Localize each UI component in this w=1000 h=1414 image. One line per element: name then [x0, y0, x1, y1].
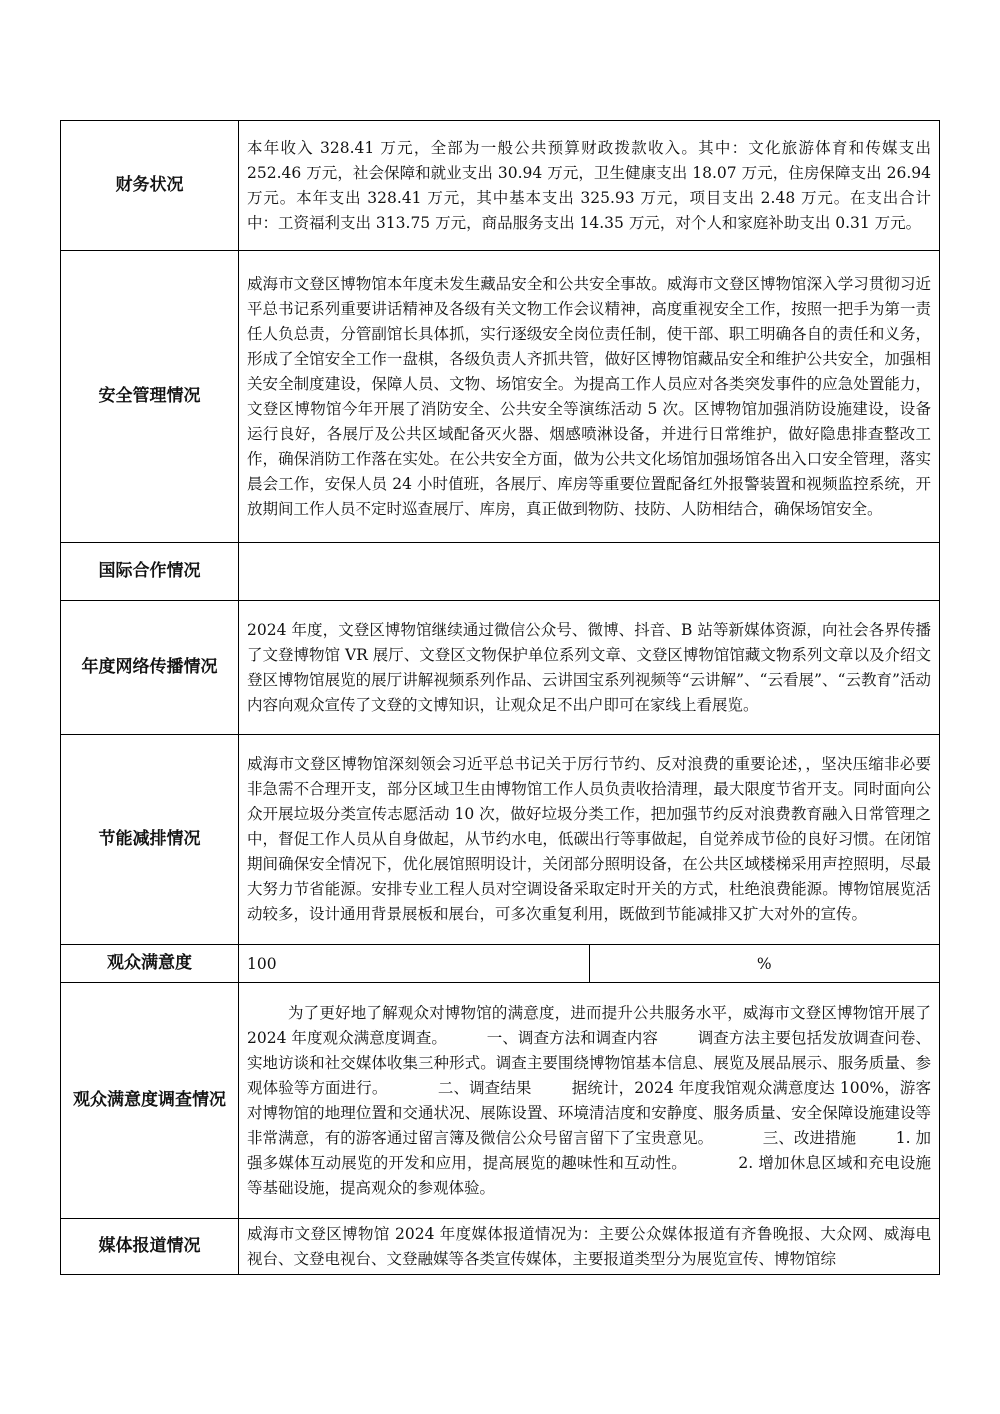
row-label-network: 年度网络传播情况 [61, 601, 239, 735]
finance-text: 本年收入 328.41 万元，全部为一般公共预算财政拨款收入。其中：文化旅游体育和传媒支出 252.46 万元，社会保障和就业支出 30.94 万元，卫生健康支出 18.07 万元，住房保障支出 26.94 万元。本年支出 328.41 万元，其中基本支出 325.93 万元，项目支出 2.48 万元。在支出合计中：工资福利支出 313.75 万元，商品服务支出 14.35 万元，对个人和家庭补助支出 0.31 万元。 [239, 121, 940, 251]
energy-text: 威海市文登区博物馆深刻领会习近平总书记关于厉行节约、反对浪费的重要论述，，坚决压缩非必要非急需不合理开支，部分区域卫生由博物馆工作人员负责收拾清理，最大限度节省开支。同时面向公众开展垃圾分类宣传志愿活动 10 次，做好垃圾分类工作，把加强节约反对浪费教育融入日常管理之中，督促工作人员从自身做起，从节约水电，低碳出行等事做起，自觉养成节俭的良好习惯。在闭馆期间确保安全情况下，优化展馆照明设计，关闭部分照明设备，在公共区域楼梯采用声控照明，尽最大努力节省能源。安排专业工程人员对空调设备采取定时开关的方式，杜绝浪费能源。博物馆展览活动较多，设计通用背景展板和展台，可多次重复利用，既做到节能减排又扩大对外的宣传。 [239, 735, 940, 945]
table-row [61, 1219, 940, 1275]
network-text: 2024 年度，文登区博物馆继续通过微信公众号、微博、抖音、B 站等新媒体资源，向社会各界传播了文登博物馆 VR 展厅、文登区文物保护单位系列文章、文登区博物馆馆藏文物系列文章以及介绍文登区博物馆展览的展厅讲解视频系列作品、云讲国宝系列视频等“云讲解”、“云看展”、“云教育”活动内容向观众宣传了文登的文博知识，让观众足不出户即可在家线上看展览。 [239, 601, 940, 735]
media-text: 威海市文登区博物馆 2024 年度媒体报道情况为：主要公众媒体报道有齐鲁晚报、大众网、威海电视台、文登电视台、文登融媒等各类宣传媒体，主要报道类型分为展览宣传、博物馆综 [239, 1219, 940, 1275]
table-row [61, 121, 940, 251]
report-table [60, 120, 940, 1275]
row-label-finance: 财务状况 [61, 121, 239, 251]
table-row [61, 601, 940, 735]
survey-text: 为了更好地了解观众对博物馆的满意度，进而提升公共服务水平，威海市文登区博物馆开展了 2024 年度观众满意度调查。 一、调查方法和调查内容 调查方法主要包括发放调查问卷、实地访谈和社交媒体收集三种形式。调查主要围绕博物馆基本信息、展览及展品展示、服务质量、参观体验等方面进行。 二、调查结果 据统计，2024 年度我馆观众满意度达 100%，游客对博物馆的地理位置和交通状况、展陈设置、环境清洁度和安静度、服务质量、安全保障设施建设等非常满意，有的游客通过留言簿及微信公众号留言留下了宝贵意见。 三、改进措施 1. 加强多媒体互动展览的开发和应用，提高展览的趣味性和互动性。 2. 增加休息区域和充电设施等基础设施，提高观众的参观体验。 [239, 983, 940, 1219]
table-row [61, 945, 940, 983]
row-label-satisfaction: 观众满意度 [61, 945, 239, 983]
row-label-media: 媒体报道情况 [61, 1219, 239, 1275]
satisfaction-unit: % [589, 945, 940, 983]
satisfaction-value: 100 [239, 945, 590, 983]
row-label-survey: 观众满意度调查情况 [61, 983, 239, 1219]
table-row [61, 735, 940, 945]
table-row [61, 983, 940, 1219]
safety-text: 威海市文登区博物馆本年度未发生藏品安全和公共安全事故。威海市文登区博物馆深入学习贯彻习近平总书记系列重要讲话精神及各级有关文物工作会议精神，高度重视安全工作，按照一把手为第一责任人负总责，分管副馆长具体抓，实行逐级安全岗位责任制，使干部、职工明确各自的责任和义务，形成了全馆安全工作一盘棋，各级负责人齐抓共管，做好区博物馆藏品安全和维护公共安全，加强相关安全制度建设，保障人员、文物、场馆安全。为提高工作人员应对各类突发事件的应急处置能力，文登区博物馆今年开展了消防安全、公共安全等演练活动 5 次。区博物馆加强消防设施建设，设备运行良好，各展厅及公共区域配备灭火器、烟感喷淋设备，并进行日常维护，做好隐患排查整改工作，确保消防工作落在实处。在公共安全方面，做为公共文化场馆加强场馆各出入口安全管理，落实晨会工作，安保人员 24 小时值班，各展厅、库房等重要位置配备红外报警装置和视频监控系统，开放期间工作人员不定时巡查展厅、库房，真正做到物防、技防、人防相结合，确保场馆安全。 [239, 251, 940, 543]
row-label-safety: 安全管理情况 [61, 251, 239, 543]
table-row [61, 251, 940, 543]
row-label-international: 国际合作情况 [61, 543, 239, 601]
international-text [239, 543, 940, 601]
table-row [61, 543, 940, 601]
row-label-energy: 节能减排情况 [61, 735, 239, 945]
